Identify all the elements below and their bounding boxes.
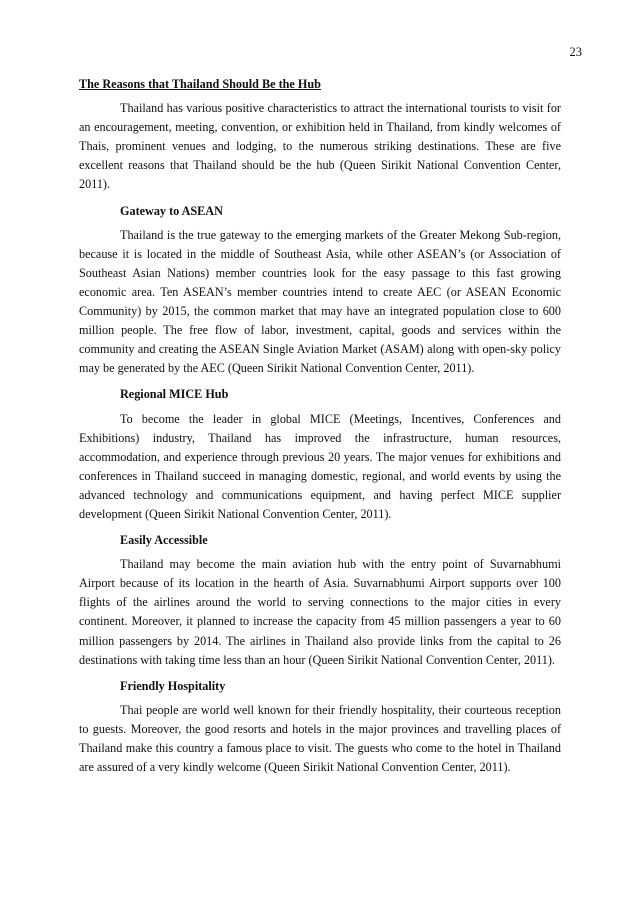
paragraph-gateway-to-asean: Thailand is the true gateway to the emerging markets of the Greater Mekong Sub-region, because it is located in the middle of Southeast Asia, while other ASEAN’s (or Association of Southeast Asian Nations) member countries look for the easy passage to this fast growing economic area. Ten ASEAN’s member countries intend to create AEC (or ASEAN Economic Community) by 2015, the common market that may have an integrated population close to 600 million people. The free flow of labor, investment, capital, goods and services within the community and creating the ASEAN Single Aviation Market (ASAM) along with open-sky policy may be generated by the AEC (Queen Sirikit National Convention Center, 2011).	[79, 227, 561, 376]
heading-regional-mice-hub: Regional MICE Hub	[120, 387, 229, 402]
heading-friendly-hospitality: Friendly Hospitality	[120, 678, 226, 693]
section-title: The Reasons that Thailand Should Be the Hub	[79, 77, 321, 91]
paragraph-easily-accessible: Thailand may become the main aviation hub with the entry point of Suvarnabhumi Airport because of its location in the hearth of Asia. Suvarnabhumi Airport supports over 100 flights of the airlines around the world to serving connections to the major cities in every continent. Moreover, it planned to increase the capacity from 45 million passengers a year to 60 million passengers by 2014. The airlines in Thailand also provide links from the capital to 26 destinations with taking time less than an hour (Queen Sirikit National Convention Center, 2011).	[79, 557, 561, 667]
heading-gateway-to-asean: Gateway to ASEAN	[120, 203, 223, 218]
paragraph-regional-mice-hub: To become the leader in global MICE (Meetings, Incentives, Conferences and Exhibitions) industry, Thailand has improved the infrastructure, human resources, accommodation, and experience through previous 20 years. The major venues for exhibitions and conferences in Thailand succeed in managing domestic, regional, and world events by using the advanced technology and communications equipment, and having perfect MICE supplier development (Queen Sirikit National Convention Center, 2011).	[79, 411, 561, 521]
page-number: 23	[569, 45, 582, 59]
heading-easily-accessible: Easily Accessible	[120, 533, 208, 548]
paragraph-friendly-hospitality: Thai people are world well known for their friendly hospitality, their courteous reception to guests. Moreover, the good resorts and hotels in the major provinces and travelling places of Thailand make this country a famous place to visit. The guests who come to the hotel in Thailand are assured of a very kindly welcome (Queen Sirikit National Convention Center, 2011).	[79, 702, 561, 775]
page-content	[79, 75, 561, 784]
intro-paragraph: Thailand has various positive characteristics to attract the international tourists to visit for an encouragement, meeting, convention, or exhibition held in Thailand, from kindly welcomes of Thais, prominent venues and lodging, to the numerous striking destinations. These are five excellent reasons that Thailand should be the hub (Queen Sirikit National Convention Center, 2011).	[79, 101, 561, 192]
